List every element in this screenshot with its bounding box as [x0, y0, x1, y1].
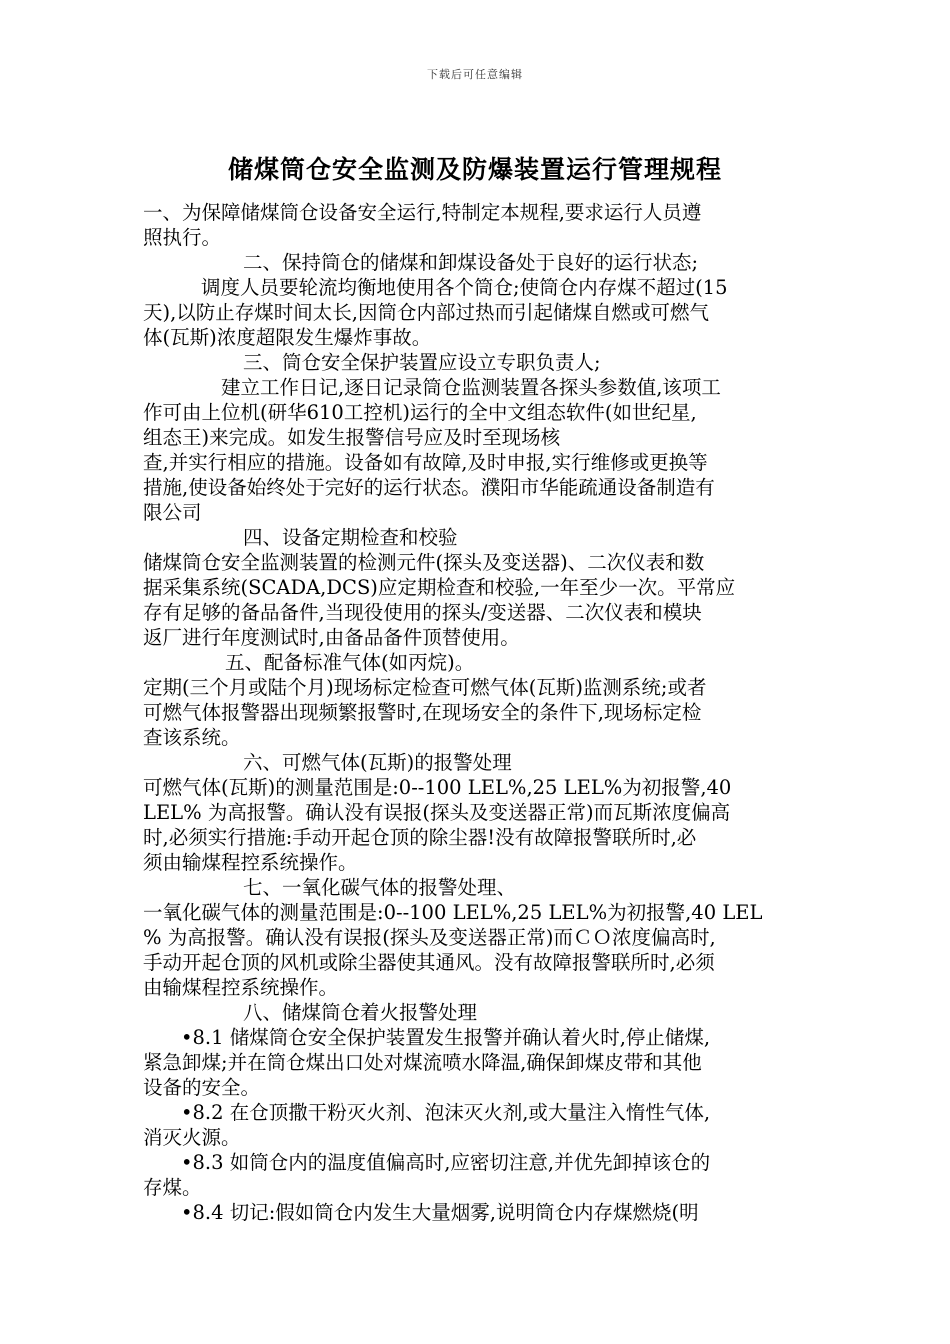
text-line: 定期(三个月或陆个月)现场标定检查可燃气体(瓦斯)监测系统;或者 [143, 676, 707, 699]
text-line: 天),以防止存煤时间太长,因筒仓内部过热而引起储煤自燃或可燃气 [143, 301, 710, 324]
text-line: 照执行。 [143, 226, 222, 249]
document-body [143, 200, 813, 1225]
text-line: 组态王)来完成。如发生报警信号应及时至现场核 [143, 426, 561, 449]
text-line: 体(瓦斯)浓度超限发生爆炸事故。 [143, 326, 432, 349]
text-line: 设备的安全。 [143, 1076, 261, 1099]
document-title: 储煤筒仓安全监测及防爆装置运行管理规程 [227, 155, 722, 184]
text-line: 由输煤程控系统操作。 [143, 976, 339, 999]
section-heading: 七、一氧化碳气体的报警处理、 [243, 876, 517, 899]
text-line: 据采集系统(SCADA,DCS)应定期检查和校验,一年至少一次。平常应 [143, 576, 736, 599]
section-heading: 二、保持筒仓的储煤和卸煤设备处于良好的运行状态; [243, 251, 699, 274]
text-line: 一氧化碳气体的测量范围是:0--100 LEL%,25 LEL%为初报警,40 LEL [143, 901, 763, 924]
text-line: 储煤筒仓安全监测装置的检测元件(探头及变送器)、二次仪表和数 [143, 551, 705, 574]
section-heading: 六、可燃气体(瓦斯)的报警处理 [243, 751, 512, 774]
text-line: 消灭火源。 [143, 1126, 241, 1149]
bullet-item: •8.1 储煤筒仓安全保护装置发生报警并确认着火时,停止储煤, [181, 1026, 711, 1049]
text-line: 紧急卸煤;并在筒仓煤出口处对煤流喷水降温,确保卸煤皮带和其他 [143, 1051, 702, 1074]
text-line: 措施,使设备始终处于完好的运行状态。濮阳市华能疏通设备制造有 [143, 476, 715, 499]
text-line: 调度人员要轮流均衡地使用各个筒仓;使筒仓内存煤不超过(15 [201, 276, 728, 299]
bullet-item: •8.2 在仓顶撒干粉灭火剂、泡沫灭火剂,或大量注入惰性气体, [181, 1101, 711, 1124]
text-line: 可燃气体报警器出现频繁报警时,在现场安全的条件下,现场标定检 [143, 701, 702, 724]
text-line: 返厂进行年度测试时,由备品备件顶替使用。 [143, 626, 520, 649]
section-heading: 五、配备标准气体(如丙烷)。 [225, 651, 475, 674]
text-line: 建立工作日记,逐日记录筒仓监测装置各探头参数值,该项工 [221, 376, 721, 399]
text-line: 可燃气体(瓦斯)的测量范围是:0--100 LEL%,25 LEL%为初报警,40 [143, 776, 732, 799]
text-line: 作可由上位机(研华610工控机)运行的全中文组态软件(如世纪星, [143, 401, 697, 424]
text-line: 时,必须实行措施:手动开起仓顶的除尘器!没有故障报警联所时,必 [143, 826, 697, 849]
section-heading: 三、筒仓安全保护装置应设立专职负责人; [243, 351, 601, 374]
text-line: 查该系统。 [143, 726, 241, 749]
bullet-item: •8.3 如筒仓内的温度值偏高时,应密切注意,并优先卸掉该仓的 [181, 1151, 711, 1174]
text-line: LEL% 为高报警。确认没有误报(探头及变送器正常)而瓦斯浓度偏高 [143, 801, 731, 824]
header-note: 下载后可任意编辑 [427, 68, 523, 81]
text-line: 存有足够的备品备件,当现役使用的探头/变送器、二次仪表和模块 [143, 601, 702, 624]
section-heading: 八、储煤筒仓着火报警处理 [243, 1001, 478, 1024]
text-line: 存煤。 [143, 1176, 202, 1199]
text-line: % 为高报警。确认没有误报(探头及变送器正常)而ＣＯ浓度偏高时, [143, 926, 716, 949]
text-line: 须由输煤程控系统操作。 [143, 851, 358, 874]
text-line: 一、为保障储煤筒仓设备安全运行,特制定本规程,要求运行人员遵 [143, 201, 702, 224]
text-line: 限公司 [143, 501, 202, 524]
section-heading: 四、设备定期检查和校验 [243, 526, 458, 549]
text-line: 手动开起仓顶的风机或除尘器使其通风。没有故障报警联所时,必须 [143, 951, 715, 974]
text-line: 查,并实行相应的措施。设备如有故障,及时申报,实行维修或更换等 [143, 451, 708, 474]
bullet-item: •8.4 切记:假如筒仓内发生大量烟雾,说明筒仓内存煤燃烧(明 [181, 1201, 699, 1224]
